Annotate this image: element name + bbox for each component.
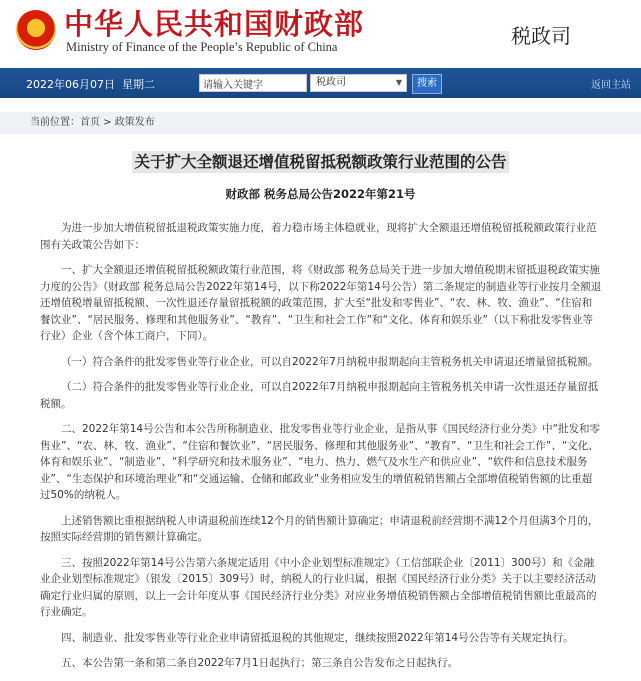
paragraph-3: 三、按照2022年第14号公告第六条规定适用《中小企业划型标准规定》（工信部联企业〔2011〕300号）和《金融业企业划型标准规定》（银发〔2015〕309号）时，纳税人的行业归属，根据《国民经济行业分类》关于以主要经济活动确定行业归属的原则，以上一会计年度从事《国民经济行业分类》对应业务增值税销售额占全部增值税销售额比重最高的行业确定。 — [40, 556, 597, 618]
department-name: 税政司 — [511, 24, 571, 48]
article-title-text: 关于扩大全额退还增值税留抵税额政策行业范围的公告 — [134, 153, 507, 171]
weekday-text: 星期二 — [122, 78, 155, 91]
current-date — [26, 76, 155, 92]
search-button[interactable]: 搜索 — [412, 74, 442, 94]
site-subtitle: Ministry of Finance of the People’s Republic of China — [66, 40, 338, 54]
paragraph-1-2: （二）符合条件的批发零售业等行业企业，可以自2022年7月纳税申报期起向主管税务机关申请一次性退还存量留抵税额。 — [40, 381, 599, 410]
paragraph-intro: 为进一步加大增值税留抵退税政策实施力度，着力稳市场主体稳就业，现将扩大全额退还增值税留抵税额政策行业范围有关政策公告如下： — [40, 222, 597, 251]
document-number: 财政部 税务总局公告2022年第21号 — [225, 187, 416, 201]
national-emblem-icon[interactable]: ★ — [16, 10, 56, 50]
paragraph-2-note: 上述销售额比重根据纳税人申请退税前连续12个月的销售额计算确定；申请退税前经营期不满12个月但满3个月的，按照实际经营期的销售额计算确定。 — [40, 514, 599, 543]
paragraph-1-1: （一）符合条件的批发零售业等行业企业，可以自2022年7月纳税申报期起向主管税务机关申请退还增量留抵税额。 — [61, 355, 599, 368]
search-scope-select[interactable] — [310, 74, 407, 92]
paragraph-4: 四、制造业、批发零售业等行业企业申请留抵退税的其他规定，继续按照2022年第14号公告等有关规定执行。 — [61, 631, 574, 644]
article-body — [40, 220, 602, 681]
paragraph-1: 一、扩大全额退还增值税留抵税额政策行业范围，将《财政部 税务总局关于进一步加大增值税期末留抵退税政策实施力度的公告》（财政部 税务总局公告2022年第14号，以下称2022年第14号公告）第二条规定的制造业等行业按月全额退还增值税增量留抵税额、一次性退还存量留抵税额的政策范围，扩大至“批发和零售业”、“农、林、牧、渔业”、“住宿和餐饮业”、“居民服务、修理和其他服务业”、“教育”、“卫生和社会工作”和“文化、体育和娱乐业”（以下称批发零售业等行业）企业（含个体工商户，下同）。 — [40, 264, 602, 342]
site-header — [0, 0, 641, 68]
date-text: 2022年06月07日 — [26, 78, 115, 91]
return-home-link[interactable]: 返回主站 — [591, 80, 631, 91]
article-title — [0, 150, 641, 172]
top-navbar — [0, 68, 641, 98]
search-scope-value: 税政司 — [316, 77, 346, 88]
site-title[interactable]: 中华人民共和国财政部 — [64, 7, 365, 41]
chevron-down-icon: ▼ — [395, 78, 402, 87]
breadcrumb-separator: > — [100, 117, 115, 128]
breadcrumb — [0, 112, 641, 134]
paragraph-5: 五、本公告第一条和第二条自2022年7月1日起执行；第三条自公告发布之日起执行。 — [61, 657, 459, 669]
breadcrumb-label: 当前位置： — [30, 117, 80, 128]
paragraph-2: 二、2022年第14号公告和本公告所称制造业、批发零售业等行业企业，是指从事《国民经济行业分类》中“批发和零售业”、“农、林、牧、渔业”、“住宿和餐饮业”、“居民服务、修理和其他服务业”、“教育”、“卫生和社会工作”、“文化、体育和娱乐业”、“制造业”、“科学研究和技术服务业”、“电力、热力、燃气及水生产和供应业”、“软件和信息技术服务业”、“生态保护和环境治理业”和“交通运输、仓储和邮政业”业务相应发生的增值税销售额占全部增值税销售额的比重超过50%的纳税人。 — [40, 423, 601, 501]
search-input[interactable] — [199, 74, 307, 92]
breadcrumb-section-link[interactable]: 政策发布 — [114, 117, 155, 128]
breadcrumb-home-link[interactable]: 首页 — [80, 117, 100, 128]
